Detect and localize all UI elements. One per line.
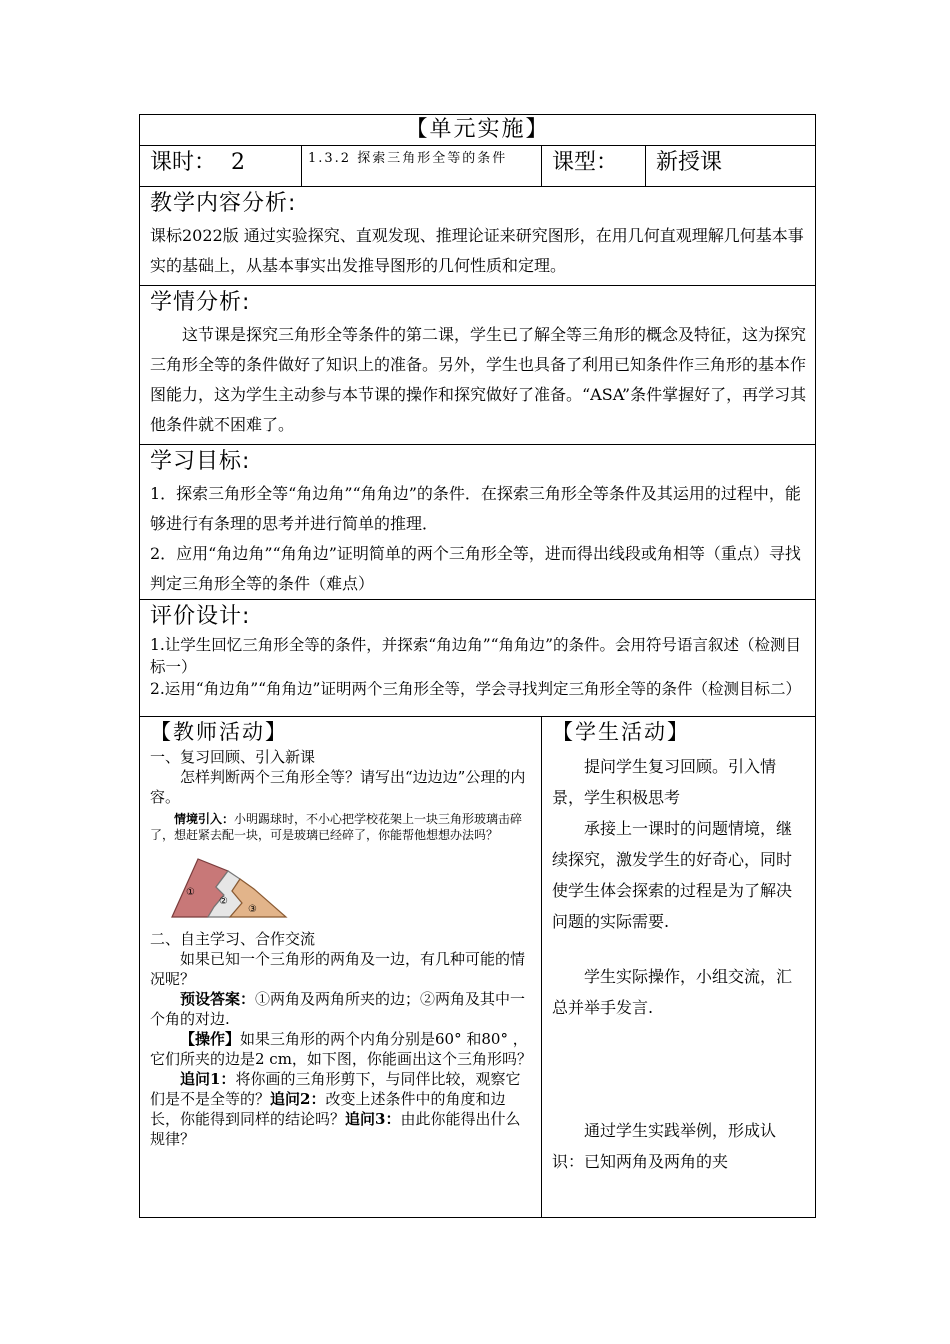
student-analysis-section [140, 286, 816, 445]
student-paragraph: 提问学生复习回顾。引入情景，学生积极思考 [552, 757, 777, 807]
content-analysis-heading: 教学内容分析: [150, 191, 297, 216]
section1-title: 一、复习回顾、引入新课 [150, 748, 316, 766]
follow-up-1-label: 追问1： [180, 1070, 236, 1088]
teacher-activity-heading: 【教师活动】 [150, 720, 288, 744]
follow-up-2-text: 改变上述条件中的角度和边长，你能得到同样的结论吗？ [150, 1090, 506, 1128]
evaluation-section [140, 600, 816, 717]
piece-label: ① [186, 887, 195, 898]
glass-piece-3 [230, 879, 286, 917]
period-value: 2 [231, 150, 246, 175]
objective-item: 1．探索三角形全等“角边角”“角角边”的条件．在探索三角形全等条件及其运用的过程中，能够进行有条理的思考并进行简单的推理． [150, 484, 801, 533]
answer-label: 预设答案： [180, 990, 256, 1008]
lesson-plan-table [139, 114, 816, 1218]
lesson-plan-sheet [139, 114, 815, 1218]
teacher-activity-column [140, 717, 542, 1218]
section2-text: 如果已知一个三角形的两角及一边，有几种可能的情况呢？ [150, 950, 526, 988]
answer-text: ①两角及两角所夹的边；②两角及其中一个角的对边. [150, 990, 526, 1028]
period-label: 课时： [150, 150, 217, 175]
piece-label: ③ [248, 904, 257, 915]
operation-paragraph [150, 1029, 533, 1069]
type-value: 新授课 [646, 146, 816, 187]
student-paragraph: 学生实际操作，小组交流，汇总并举手发言. [552, 967, 793, 1017]
operation-label: 【操作】 [180, 1030, 241, 1048]
answer-paragraph [150, 989, 533, 1029]
student-analysis-heading: 学情分析: [150, 290, 251, 315]
objective-item: 2．应用“角边角”“角角边”证明简单的两个三角形全等，进而得出线段或角相等（重点）寻找判定三角形全等的条件（难点） [150, 544, 801, 593]
student-paragraph: 承接上一课时的问题情境，继续探究，激发学生的好奇心，同时使学生体会探索的过程是为了解决问题的实际需要. [552, 819, 793, 931]
scenario-text: 小明踢球时，不小心把学校花架上一块三角形玻璃击碎了，想赶紧去配一块，可是玻璃已经碎了，你能帮他想想办法吗？ [150, 812, 523, 842]
scenario-paragraph [150, 811, 533, 843]
scenario-label: 情境引入： [174, 812, 235, 826]
student-paragraph: 通过学生实践举例，形成认识：已知两角及两角的夹 [552, 1121, 777, 1171]
lesson-title: 1.3.2 探索三角形全等的条件 [302, 146, 542, 187]
student-activity-heading: 【学生活动】 [552, 720, 690, 744]
type-label: 课型： [542, 146, 646, 187]
evaluation-heading: 评价设计: [150, 604, 251, 629]
follow-up-3-text: 由此你能得出什么规律？ [150, 1110, 521, 1148]
period-cell [140, 146, 302, 187]
objectives-section [140, 445, 816, 600]
operation-text: 如果三角形的两个内角分别是60° 和80° ，它们所夹的边是2 cm，如下图，你能画出这个三角形吗？ [150, 1030, 532, 1068]
section2-title: 二、自主学习、合作交流 [150, 930, 316, 948]
follow-up-1-text: 将你画的三角形剪下，与同伴比较，观察它们是不是全等的？ [150, 1070, 521, 1108]
student-activity-column [542, 717, 816, 1218]
broken-glass-figure [168, 857, 298, 923]
content-analysis-section [140, 187, 816, 286]
section1-text: 怎样判断两个三角形全等？请写出“边边边”公理的内容。 [150, 768, 526, 806]
follow-up-3-label: 追问3： [345, 1110, 401, 1128]
unit-title: 【单元实施】 [140, 115, 816, 146]
student-analysis-text: 这节课是探究三角形全等条件的第二课，学生已了解全等三角形的概念及特征，这为探究三角形全等的条件做好了知识上的准备。另外，学生也具备了利用已知条件作三角形的基本作图能力，这为学生主动参与本节课的操作和探究做好了准备。“ASA”条件掌握好了，再学习其他条件就不困难了。 [150, 325, 807, 434]
content-analysis-text: 课标2022版 通过实验探究、直观发现、推理论证来研究图形，在用几何直观理解几何基本事实的基础上，从基本事实出发推导图形的几何性质和定理。 [150, 226, 804, 275]
follow-up-paragraph [150, 1069, 533, 1149]
evaluation-item: 1.让学生回忆三角形全等的条件，并探索“角边角”“角角边”的条件。会用符号语言叙述（检测目标一） [150, 636, 801, 676]
evaluation-item: 2.运用“角边角”“角角边”证明两个三角形全等，学会寻找判定三角形全等的条件（检测目标二） [150, 680, 801, 698]
piece-label: ② [219, 896, 228, 907]
objectives-heading: 学习目标: [150, 449, 251, 474]
follow-up-2-label: 追问2： [270, 1090, 326, 1108]
